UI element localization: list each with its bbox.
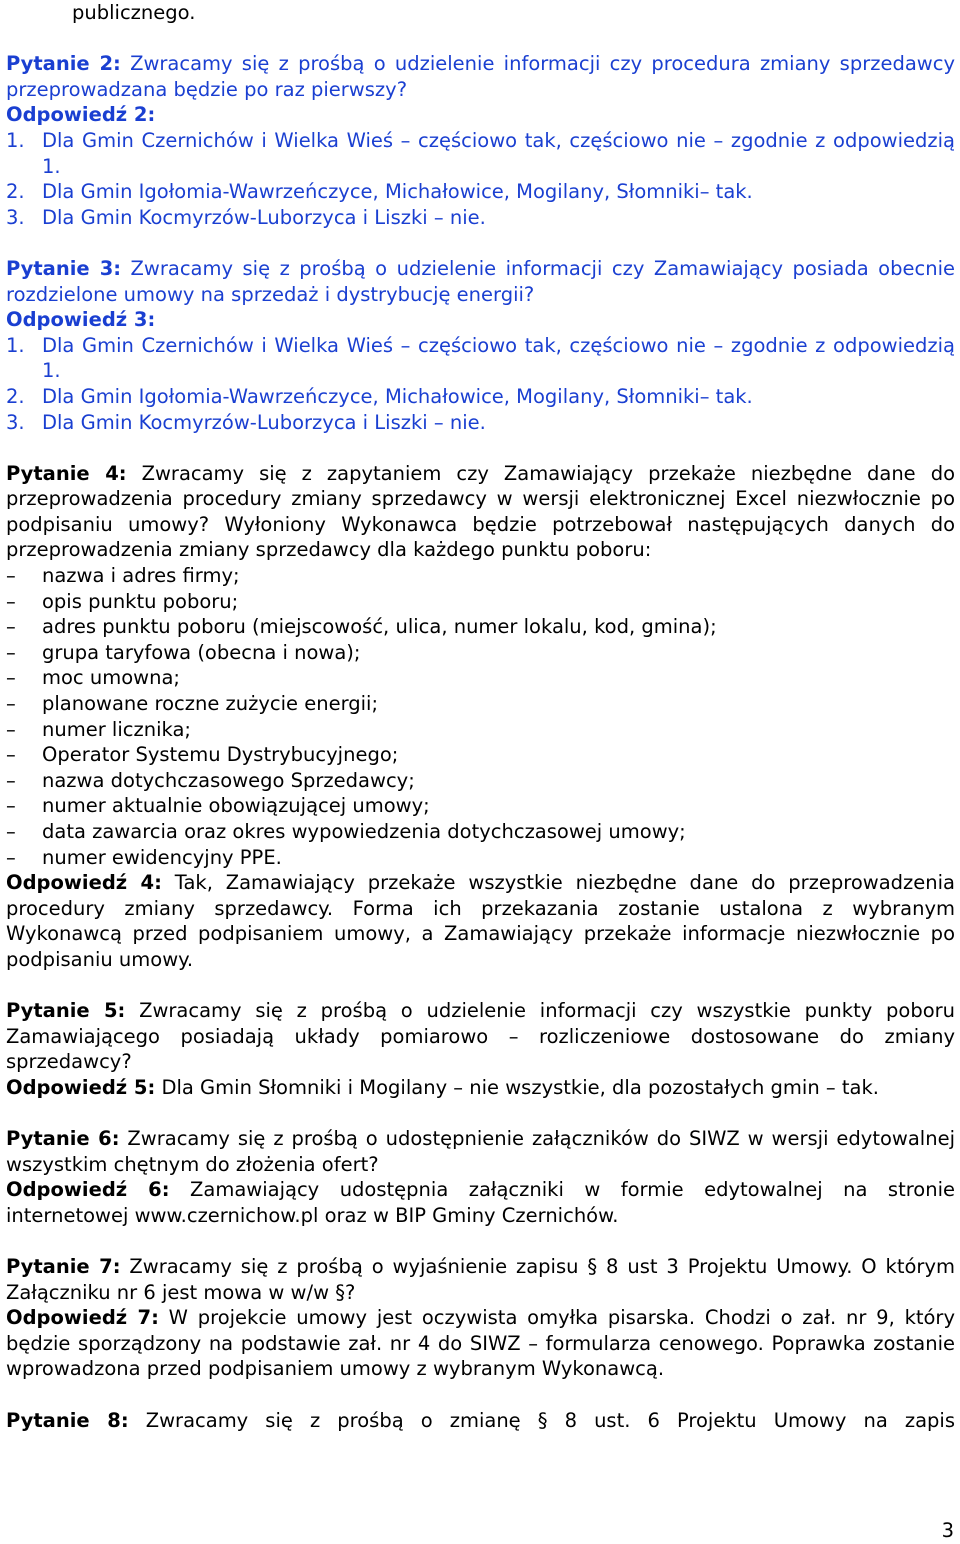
list-item (6, 717, 955, 743)
answer-7 (6, 1305, 955, 1382)
list-item (6, 819, 955, 845)
list-item-text: adres punktu poboru (miejscowość, ulica, numer lokalu, kod, gmina); (42, 615, 717, 639)
item-text: Dla Gmin Czernichów i Wielka Wieś – częściowo tak, częściowo nie – zgodnie z odpowiedzią 1. (42, 333, 955, 383)
list-item (6, 665, 955, 691)
required-data-list (6, 563, 955, 870)
question-7-label: Pytanie 7: (6, 1255, 121, 1279)
question-5-label: Pytanie 5: (6, 999, 126, 1023)
list-item-text: planowane roczne zużycie energii; (42, 692, 379, 716)
question-6-label: Pytanie 6: (6, 1127, 120, 1151)
question-2 (6, 51, 955, 102)
item-number: 2. (6, 384, 25, 408)
answer-2-item (6, 128, 955, 179)
list-item (6, 691, 955, 717)
item-number: 2. (6, 180, 25, 204)
answer-6 (6, 1177, 955, 1228)
answer-7-label: Odpowiedź 7: (6, 1306, 159, 1330)
dash-icon: – (6, 743, 16, 767)
list-item-text: opis punktu poboru; (42, 589, 239, 613)
item-text: Dla Gmin Igołomia-Wawrzeńczyce, Michałowice, Mogilany, Słomniki– tak. (42, 180, 753, 204)
answer-2-list (6, 128, 955, 230)
question-3-text: Zwracamy się z prośbą o udzielenie informacji czy Zamawiający posiada obecnie rozdzielone umowy na sprzedaż i dystrybucję energii? (6, 256, 955, 306)
item-number: 1. (6, 333, 25, 357)
question-6-text: Zwracamy się z prośbą o udostępnienie załączników do SIWZ w wersji edytowalnej wszystkim chętnym do złożenia ofert? (6, 1127, 955, 1176)
top-fragment: publicznego. (72, 1, 196, 24)
list-item (6, 742, 955, 768)
list-item-text: numer aktualnie obowiązującej umowy; (42, 794, 430, 818)
answer-4 (6, 870, 955, 972)
answer-3-item (6, 410, 955, 436)
list-item-text: grupa taryfowa (obecna i nowa); (42, 640, 361, 664)
answer-5-text: Dla Gmin Słomniki i Mogilany – nie wszystkie, dla pozostałych gmin – tak. (155, 1075, 879, 1099)
item-number: 3. (6, 410, 25, 434)
list-item (6, 845, 955, 871)
question-3-label: Pytanie 3: (6, 256, 122, 280)
list-item-text: numer ewidencyjny PPE. (42, 845, 282, 869)
question-4 (6, 461, 955, 563)
answer-3-list (6, 333, 955, 435)
dash-icon: – (6, 615, 16, 639)
item-number: 3. (6, 205, 25, 229)
answer-5-label: Odpowiedź 5: (6, 1075, 156, 1099)
item-text: Dla Gmin Kocmyrzów-Luborzyca i Liszki – nie. (42, 205, 486, 229)
dash-icon: – (6, 564, 16, 588)
question-5-text: Zwracamy się z prośbą o udzielenie informacji czy wszystkie punkty poboru Zamawiającego posiadają układy pomiarowo – rozliczeniowe dostosowane do zmiany sprzedawcy? (6, 999, 956, 1074)
question-7 (6, 1254, 955, 1305)
document-page (6, 0, 955, 1433)
question-4-text: Zwracamy się z zapytaniem czy Zamawiający przekaże niezbędne dane do przeprowadzenia procedury zmiany sprzedawcy w wersji elektronicznej Excel niezwłocznie po podpisaniu umowy? Wyłoniony Wykonawca będzie potrzebował następujących danych do przeprowadzenia zmiany sprzedawcy dla każdego punktu poboru: (6, 461, 955, 562)
answer-3-item (6, 333, 955, 384)
list-item-text: nazwa i adres firmy; (42, 564, 240, 588)
dash-icon: – (6, 768, 16, 792)
question-8-text: Zwracamy się z prośbą o zmianę § 8 ust. 6 Projektu Umowy na zapis (128, 1408, 955, 1432)
answer-2-label: Odpowiedź 2: (6, 103, 156, 127)
dash-icon: – (6, 589, 16, 613)
page-number: 3 (941, 1519, 954, 1542)
dash-icon: – (6, 692, 16, 716)
question-3 (6, 256, 955, 307)
dash-icon: – (6, 820, 16, 843)
item-text: Dla Gmin Czernichów i Wielka Wieś – częściowo tak, częściowo nie – zgodnie z odpowiedzią 1. (42, 128, 955, 178)
list-item-text: data zawarcia oraz okres wypowiedzenia dotychczasowej umowy; (42, 820, 686, 843)
question-5 (6, 998, 955, 1075)
list-item (6, 793, 955, 819)
question-7-text: Zwracamy się z prośbą o wyjaśnienie zapisu § 8 ust 3 Projektu Umowy. O którym Załączniku nr 6 jest mowa w w/w §? (6, 1255, 955, 1304)
question-6 (6, 1126, 955, 1177)
answer-5 (6, 1075, 955, 1101)
list-item-text: moc umowna; (42, 666, 180, 690)
dash-icon: – (6, 845, 16, 869)
dash-icon: – (6, 794, 16, 818)
list-item (6, 640, 955, 666)
answer-4-label: Odpowiedź 4: (6, 871, 162, 895)
list-item (6, 614, 955, 640)
question-4-label: Pytanie 4: (6, 461, 127, 485)
answer-6-label: Odpowiedź 6: (6, 1178, 170, 1202)
question-2-label: Pytanie 2: (6, 52, 121, 76)
question-8 (6, 1408, 955, 1434)
answer-2-item (6, 179, 955, 205)
list-item-text: Operator Systemu Dystrybucyjnego; (42, 743, 399, 767)
answer-7-text: W projekcie umowy jest oczywista omyłka pisarska. Chodzi o zał. nr 9, który będzie sporządzony na podstawie zał. nr 4 do SIWZ – formularza cenowego. Poprawka zostanie wprowadzona przed podpisaniem umowy z wybranym Wykonawcą. (6, 1306, 955, 1381)
answer-6-text: Zamawiający udostępnia załączniki w formie edytowalnej na stronie internetowej www.czernichow.pl oraz w BIP Gminy Czernichów. (6, 1178, 956, 1227)
dash-icon: – (6, 717, 16, 741)
question-8-label: Pytanie 8: (6, 1408, 129, 1432)
answer-3-item (6, 384, 955, 410)
item-number: 1. (6, 128, 25, 152)
answer-3-label: Odpowiedź 3: (6, 308, 156, 332)
list-item (6, 768, 955, 794)
dash-icon: – (6, 666, 16, 690)
answer-4-text: Tak, Zamawiający przekaże wszystkie niezbędne dane do przeprowadzenia procedury zmiany sprzedawcy. Forma ich przekazania zostanie ustalona z wybranym Wykonawcą przed podpisaniem umowy, a Zamawiający przekaże informacje niezwłocznie po podpisaniu umowy. (6, 871, 955, 971)
item-text: Dla Gmin Kocmyrzów-Luborzyca i Liszki – nie. (42, 410, 486, 434)
dash-icon: – (6, 640, 16, 664)
list-item-text: numer licznika; (42, 717, 191, 741)
question-2-text: Zwracamy się z prośbą o udzielenie informacji czy procedura zmiany sprzedawcy przeprowadzana będzie po raz pierwszy? (6, 52, 956, 101)
list-item (6, 589, 955, 615)
item-text: Dla Gmin Igołomia-Wawrzeńczyce, Michałowice, Mogilany, Słomniki– tak. (42, 384, 753, 408)
list-item (6, 563, 955, 589)
answer-2-item (6, 205, 955, 231)
list-item-text: nazwa dotychczasowego Sprzedawcy; (42, 768, 415, 792)
